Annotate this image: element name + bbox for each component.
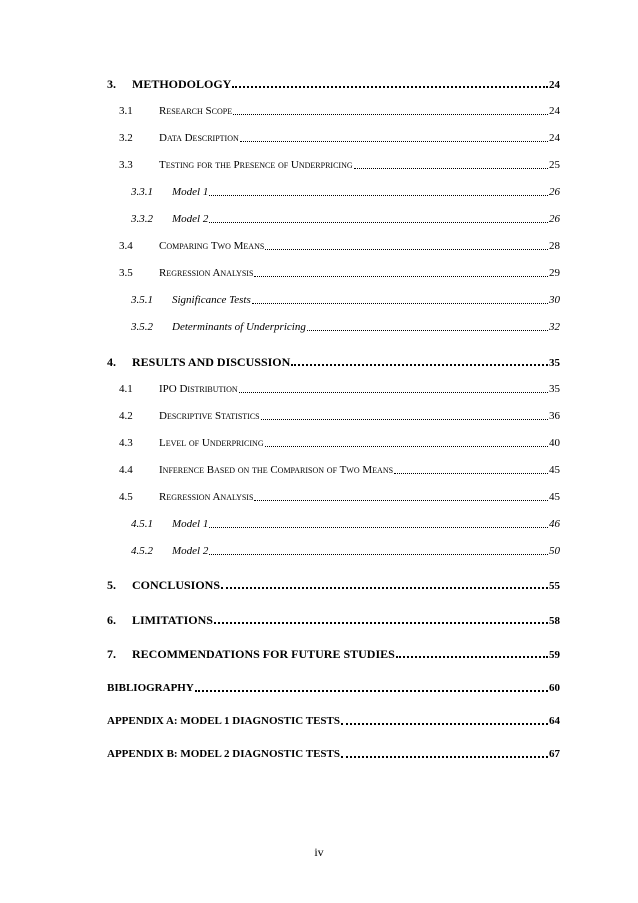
toc-number: 3.3.1: [131, 186, 153, 198]
toc-title: Model 1: [172, 518, 209, 530]
dot-leader: [214, 612, 548, 624]
page-number: iv: [314, 845, 324, 859]
toc-entry[interactable]: [107, 292, 560, 308]
dot-leader: [307, 320, 548, 331]
toc-page: 29: [549, 267, 560, 279]
toc-page: 24: [549, 132, 560, 144]
toc-number: 4.4: [119, 464, 133, 476]
toc-number: 4.5.2: [131, 545, 153, 557]
toc-entry[interactable]: [107, 103, 560, 119]
toc-title: Determinants of Underpricing: [172, 321, 306, 333]
dot-leader: [354, 158, 548, 169]
toc-title: Model 2: [172, 545, 209, 557]
toc-page: 25: [549, 159, 560, 171]
toc-entry[interactable]: [107, 435, 560, 451]
toc-title: Descriptive Statistics: [159, 410, 260, 422]
toc-title: RESULTS AND DISCUSSION: [132, 355, 291, 369]
toc-number: 3.3.2: [131, 213, 153, 225]
dot-leader: [261, 409, 548, 420]
toc-page: 30: [549, 294, 560, 306]
dot-leader: [254, 490, 548, 501]
dot-leader: [254, 266, 548, 277]
toc-title: LIMITATIONS: [132, 613, 213, 627]
toc-title: METHODOLOGY: [132, 77, 232, 91]
toc-entry[interactable]: [107, 408, 560, 424]
toc-entry[interactable]: [107, 184, 560, 200]
toc-number: 3.4: [119, 240, 133, 252]
dot-leader: [291, 354, 548, 366]
toc-number: 7.: [107, 647, 116, 661]
toc-page: 24: [549, 105, 560, 117]
dot-leader: [252, 293, 548, 304]
toc-page: 59: [549, 649, 560, 661]
toc-number: 5.: [107, 578, 116, 592]
toc-title: CONCLUSIONS: [132, 578, 221, 592]
toc-page: 45: [549, 491, 560, 503]
toc-title: APPENDIX B: MODEL 2 DIAGNOSTIC TESTS: [107, 748, 340, 760]
toc-entry[interactable]: [107, 646, 560, 662]
toc-title: APPENDIX A: MODEL 1 DIAGNOSTIC TESTS: [107, 715, 340, 727]
dot-leader: [232, 76, 548, 88]
toc-number: 4.5: [119, 491, 133, 503]
toc-number: 6.: [107, 613, 116, 627]
toc-entry[interactable]: [107, 381, 560, 397]
dot-leader: [209, 544, 548, 555]
toc-title: BIBLIOGRAPHY: [107, 682, 194, 694]
toc-entry[interactable]: [107, 354, 560, 370]
toc-number: 4.2: [119, 410, 133, 422]
dot-leader: [396, 646, 548, 658]
toc-title: Testing for the Presence of Underpricing: [159, 159, 353, 171]
toc-number: 3.3: [119, 159, 133, 171]
toc-title: Inference Based on the Comparison of Two Means: [159, 464, 394, 476]
dot-leader: [265, 436, 548, 447]
dot-leader: [209, 212, 548, 223]
toc-entry[interactable]: [107, 157, 560, 173]
toc-title: RECOMMENDATIONS FOR FUTURE STUDIES: [132, 647, 395, 661]
toc-number: 3.5.2: [131, 321, 153, 333]
toc-title: Significance Tests: [172, 294, 251, 306]
toc-page: 55: [549, 580, 560, 592]
toc-page: 46: [549, 518, 560, 530]
toc-title: Model 2: [172, 213, 209, 225]
toc-entry[interactable]: [107, 130, 560, 146]
toc-entry[interactable]: [107, 746, 560, 762]
toc-entry[interactable]: [107, 612, 560, 628]
toc-entry[interactable]: [107, 489, 560, 505]
toc-page: 35: [549, 383, 560, 395]
toc-page: 64: [549, 715, 560, 727]
dot-leader: [341, 713, 548, 725]
toc-page: 50: [549, 545, 560, 557]
dot-leader: [394, 463, 548, 474]
toc-number: 4.3: [119, 437, 133, 449]
toc-entry[interactable]: [107, 543, 560, 559]
toc-page: 45: [549, 464, 560, 476]
toc-page: 60: [549, 682, 560, 694]
toc-title: Data Description: [159, 132, 239, 144]
toc-entry[interactable]: [107, 319, 560, 335]
toc-number: 4.1: [119, 383, 133, 395]
toc-page: 32: [549, 321, 560, 333]
toc-entry[interactable]: [107, 713, 560, 729]
toc-number: 3.2: [119, 132, 133, 144]
dot-leader: [239, 382, 548, 393]
toc-number: 4.: [107, 355, 116, 369]
toc-entry[interactable]: [107, 211, 560, 227]
toc-entry[interactable]: [107, 76, 560, 92]
toc-title: Regression Analysis: [159, 267, 254, 279]
dot-leader: [221, 577, 548, 589]
toc-entry[interactable]: [107, 680, 560, 696]
toc-page: 40: [549, 437, 560, 449]
toc-page: 67: [549, 748, 560, 760]
dot-leader: [209, 517, 548, 528]
dot-leader: [209, 185, 548, 196]
toc-entry[interactable]: [107, 238, 560, 254]
dot-leader: [233, 104, 548, 115]
toc-entry[interactable]: [107, 462, 560, 478]
toc-entry[interactable]: [107, 516, 560, 532]
toc-title: Research Scope: [159, 105, 233, 117]
toc-number: 3.: [107, 77, 116, 91]
toc-page: 35: [549, 357, 560, 369]
toc-page: 58: [549, 615, 560, 627]
toc-page: 26: [549, 186, 560, 198]
toc-title: Level of Underpricing: [159, 437, 264, 449]
toc-number: 3.5.1: [131, 294, 153, 306]
toc-page: 28: [549, 240, 560, 252]
dot-leader: [341, 746, 548, 758]
toc-number: 4.5.1: [131, 518, 153, 530]
toc-entry[interactable]: [107, 265, 560, 281]
toc-number: 3.1: [119, 105, 133, 117]
toc-title: Comparing Two Means: [159, 240, 265, 252]
toc-entry[interactable]: [107, 577, 560, 593]
dot-leader: [265, 239, 548, 250]
toc-page: 24: [549, 79, 560, 91]
toc-number: 3.5: [119, 267, 133, 279]
dot-leader: [240, 131, 548, 142]
toc-title: Model 1: [172, 186, 209, 198]
dot-leader: [195, 680, 548, 692]
toc-page: 36: [549, 410, 560, 422]
toc-title: IPO Distribution: [159, 383, 238, 395]
toc-page: 26: [549, 213, 560, 225]
toc-title: Regression Analysis: [159, 491, 254, 503]
